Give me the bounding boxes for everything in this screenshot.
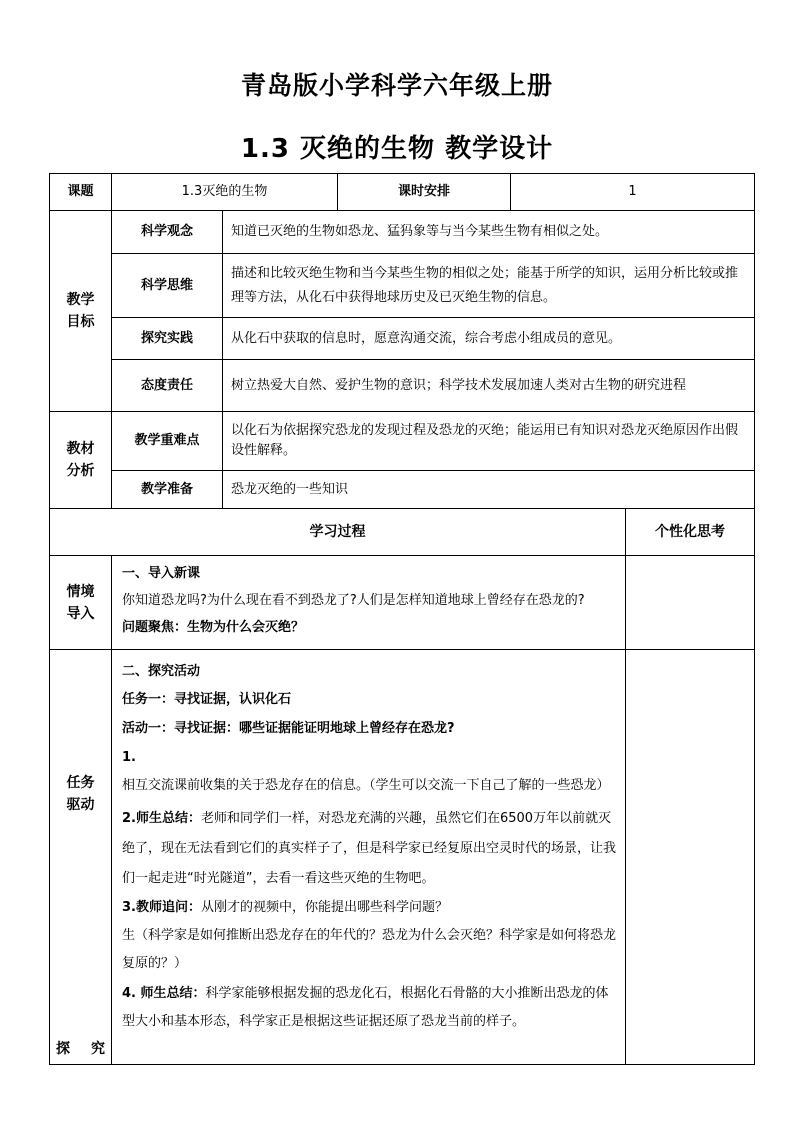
topic-label: 课题 [50, 174, 112, 211]
lesson-plan-table [49, 173, 755, 1065]
goal-label-attitude: 态度责任 [112, 360, 223, 412]
item2-prefix: 2.师生总结： [122, 811, 201, 826]
item3-text: 从刚才的视频中，你能提出哪些科学问题？ [200, 900, 448, 915]
goal-row [50, 318, 755, 360]
item3-prefix: 3.教师追问： [122, 900, 201, 915]
analysis-row [50, 471, 755, 509]
goal-text-attitude: 树立热爱大自然、爱护生物的意识；科学技术发展加速人类对古生物的研究进程 [223, 360, 755, 412]
task-heading: 二、探究活动 [122, 664, 201, 679]
schedule-label: 课时安排 [338, 174, 511, 211]
goal-label-thinking: 科学思维 [112, 254, 223, 318]
goal-row [50, 254, 755, 318]
analysis-text-prep: 恐龙灭绝的一些知识 [223, 471, 755, 509]
item4-text: 科学家能够根据发掘的恐龙化石，根据化石骨骼的大小推断出恐龙的体型大小和基本形态，科学家正是根据这些证据还原了恐龙当前的样子。 [122, 986, 609, 1029]
intro-section-label: 情境 导入 [50, 556, 112, 650]
intro-row [50, 556, 755, 650]
schedule-value: 1 [511, 174, 755, 211]
task-section-label [50, 650, 112, 1065]
goal-text-thinking: 描述和比较灭绝生物和当今某些生物的相似之处；能基于所学的知识，运用分析比较或推理等方法，从化石中获得地球历史及已灭绝生物的信息。 [223, 254, 755, 318]
intro-question: 你知道恐龙吗?为什么现在看不到恐龙了?人们是怎样知道地球上曾经存在恐龙的? [122, 593, 585, 608]
document-subtitle: 1.3 灭绝的生物 教学设计 [240, 134, 554, 164]
intro-content [112, 556, 626, 650]
explore-label-right: 究 [91, 1041, 105, 1057]
intro-personal-thinking [626, 556, 755, 650]
goal-label-practice: 探究实践 [112, 318, 223, 360]
analysis-section-label: 教材 分析 [50, 412, 112, 509]
task-row [50, 650, 755, 1065]
task-content [112, 650, 626, 1065]
analysis-text-keypoints: 以化石为依据探究恐龙的发现过程及恐龙的灭绝；能运用已有知识对恐龙灭绝原因作出假设性解释。 [223, 412, 755, 471]
task1-title: 任务一：寻找证据，认识化石 [122, 692, 292, 707]
item4-prefix: 4. 师生总结： [122, 986, 206, 1001]
document-title: 青岛版小学科学六年级上册 [240, 71, 553, 100]
explore-label [56, 1038, 105, 1060]
intro-focus: 问题聚焦：生物为什么会灭绝？ [122, 620, 305, 635]
item1-text: 相互交流课前收集的关于恐龙存在的信息。（学生可以交流一下自己了解的一些恐龙） [122, 778, 610, 793]
goal-label-concept: 科学观念 [112, 211, 223, 254]
item3 [122, 894, 617, 922]
process-header-row [50, 509, 755, 556]
personal-thinking-header: 个性化思考 [626, 509, 755, 556]
task-label-text: 任务 驱动 [66, 775, 95, 813]
process-header: 学习过程 [50, 509, 626, 556]
goal-text-concept: 知道已灭绝的生物如恐龙、猛犸象等与当今某些生物有相似之处。 [223, 211, 755, 254]
intro-heading: 一、导入新课 [122, 566, 201, 581]
explore-label-left: 探 [56, 1041, 70, 1057]
analysis-row [50, 412, 755, 471]
item1 [122, 744, 617, 800]
item3-answer: 生（科学家是如何推断出恐龙存在的年代的？恐龙为什么会灭绝？科学家是如何将恐龙复原的？） [122, 928, 617, 971]
analysis-label-prep: 教学准备 [112, 471, 223, 509]
goal-row [50, 211, 755, 254]
goal-row [50, 360, 755, 412]
goal-text-practice: 从化石中获取的信息时，愿意沟通交流，综合考虑小组成员的意见。 [223, 318, 755, 360]
analysis-label-keypoints: 教学重难点 [112, 412, 223, 471]
item2-text: 老师和同学们一样，对恐龙充满的兴趣，虽然它们在6500万年以前就灭绝了，现在无法看到它们的真实样子了，但是科学家已经复原出空灵时代的场景，让我们一起走进“时光隧道”，去看一看这些灭绝的生物吧。 [122, 811, 617, 886]
meta-row [50, 174, 755, 211]
goals-section-label: 教学 目标 [50, 211, 112, 412]
task-personal-thinking [626, 650, 755, 1065]
item1-prefix: 1. [122, 750, 136, 765]
activity1-title: 活动一：寻找证据：哪些证据能证明地球上曾经存在恐龙? [122, 721, 455, 736]
item2 [122, 804, 617, 894]
item4 [122, 980, 617, 1036]
topic-value: 1.3灭绝的生物 [112, 174, 338, 211]
